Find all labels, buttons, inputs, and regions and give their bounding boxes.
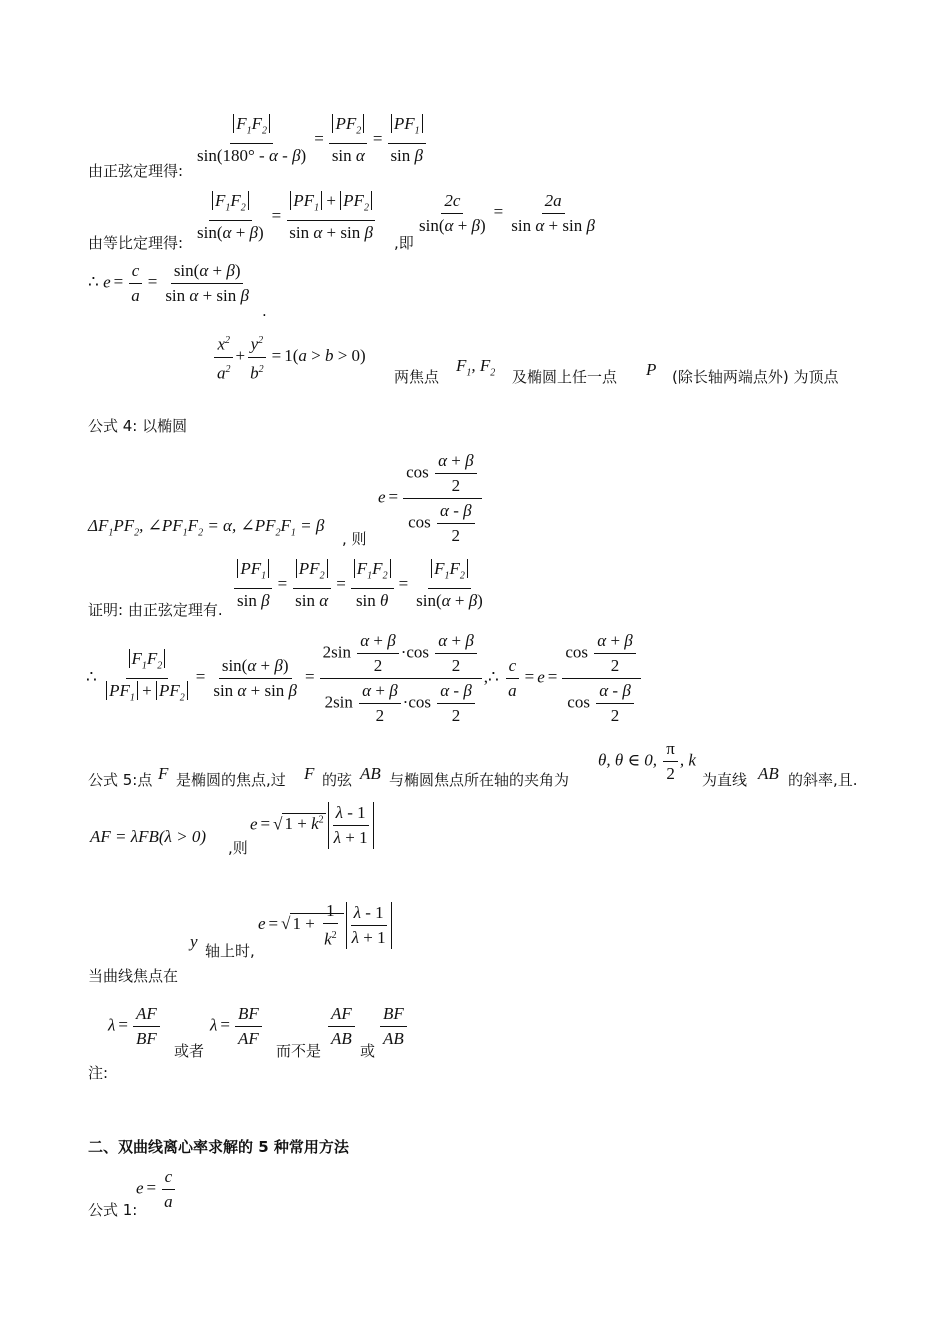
formula-e-cos: e = cos $\frac{\alpha + \beta}{2}$ cos $\frac{\alpha - \beta}{2}$ [378,450,484,547]
formula-lambda-2: λ = $\frac{BF}{AF}$ [210,1003,264,1050]
text-two-foci: 两焦点 [394,368,440,386]
formula-e-result: ∴ e = $\frac{c}{a}$ = $\frac{\sin(\alpha + \beta)}{\text{sin α + sin β}}$ [88,261,249,305]
math-AB2: AB [758,764,779,783]
math-F: F [158,764,169,783]
formula-triangle-angles: $\Delta F_1PF_2$, $\angle PF_1F_2 = \alpha$, $\angle PF_2F_1 = \beta$ [88,516,325,539]
text-period: . [262,302,267,320]
text-then-2: ,则 [228,839,248,857]
math-vector-relation: AF = λFB(λ > 0) [90,827,207,846]
math-y: y [190,932,198,951]
formula-e-sqrt-k: e = √ $1 + k^2$ $\frac{\lambda - 1}{\lambda + 1}$ [250,802,376,849]
formula-e-c-a: e = $\frac{c}{a}$ [136,1166,178,1213]
formula-e-sqrt-1k: e = √ 1 + $\frac{1}{k^2}$ $\frac{\lambda - 1}{\lambda + 1}$ [258,900,394,951]
formula-bf-ab: $\frac{BF}{AB}$ [378,1003,409,1050]
math-theta-range: θ, θ ∈ 0, $\frac{\pi}{2}$ , k [598,739,696,783]
formula-af-ab: $\frac{AF}{AB}$ [326,1003,357,1050]
formula-lambda-1: λ = $\frac{AF}{BF}$ [108,1003,162,1050]
text-any-point: 及椭圆上任一点 [512,368,618,386]
text-formula-1: 公式 1: [88,1201,138,1219]
text-y-axis: 轴上时, [205,942,255,960]
text-ji: ,即 [394,234,414,252]
formula-ratio-law: $\frac{F_1F_2}{\sin(\alpha + \beta)}$ = $\frac{PF_1 + PF_2}{\text{sin α + sin β}}$ [197,191,373,243]
formula-2c-2a: $\frac{2c}{\sin(\alpha + \beta)}$ = $\frac{2a}{\text{sin α + sin β}}$ [419,191,595,235]
math-p: P [646,360,657,379]
text-or: 或者 [174,1042,205,1060]
text-line: 为直线 [702,771,748,789]
text-angle: 与椭圆焦点所在轴的夹角为 [389,771,570,789]
text-slope: 的斜率,且. [788,771,858,789]
text-or-2: 或 [360,1042,376,1060]
text-then: , 则 [342,530,367,548]
math-f1-f2: $F_1$, $F_2$ [456,356,496,379]
text-sine-law: 由正弦定理得: [88,162,184,180]
text-note: 注: [88,1064,109,1082]
text-chord: 的弦 [322,771,353,789]
text-not: 而不是 [276,1042,322,1060]
text-when-foci: 当曲线焦点在 [88,967,179,985]
text-formula-5: 公式 5:点 [88,771,153,789]
text-ratio-law: 由等比定理得: [88,234,184,252]
formula-sine-law-1: $\frac{F_1F_2}{\sin(180^\circ - \alpha - \beta)}$ = $\frac{PF_2}{\text{sin α}}$ = $\frac{PF_1}{\text{sin β}}$ [192,113,428,167]
formula-chain: ∴ $\frac{F_1F_2}{PF_1 + PF_2}$ = $\frac{\sin(\alpha + \beta)}{\text{sin α + sin β}}$ = 2sin $\frac{\alpha + \beta}{2}$ ·cos $\frac{\alpha + \beta}{2}$ 2sin $\frac{\alpha + \beta}{2}$ ·cos $\frac{\alpha - \beta}{2}$ ,∴ $\frac{c}{a}$ = e = cos $\frac{\alpha + \beta}{2}$ cos $\frac{\alpha - \beta}{2}$ [86,630,643,727]
text-vertex: (除长轴两端点外) 为顶点 [672,368,839,386]
section-heading: 二、双曲线离心率求解的 5 种常用方法 [88,1138,349,1156]
text-formula-4: 公式 4: 以椭圆 [88,417,188,435]
math-AB: AB [360,764,381,783]
formula-ellipse: $\frac{x^2}{a^2}$ + $\frac{y^2}{b^2}$ = 1(a > b > 0) [212,330,366,384]
text-proof: 证明: 由正弦定理有. [88,601,223,619]
formula-proof-sine: $\frac{PF_1}{\text{sin β}}$ = $\frac{PF_2}{\text{sin α}}$ = $\frac{F_1F_2}{\text{sin θ}}$ = $\frac{F_1F_2}{\sin(\alpha + \beta)}$ [232,558,488,612]
math-F2: F [304,764,315,783]
text-focus: 是椭圆的焦点,过 [176,771,286,789]
